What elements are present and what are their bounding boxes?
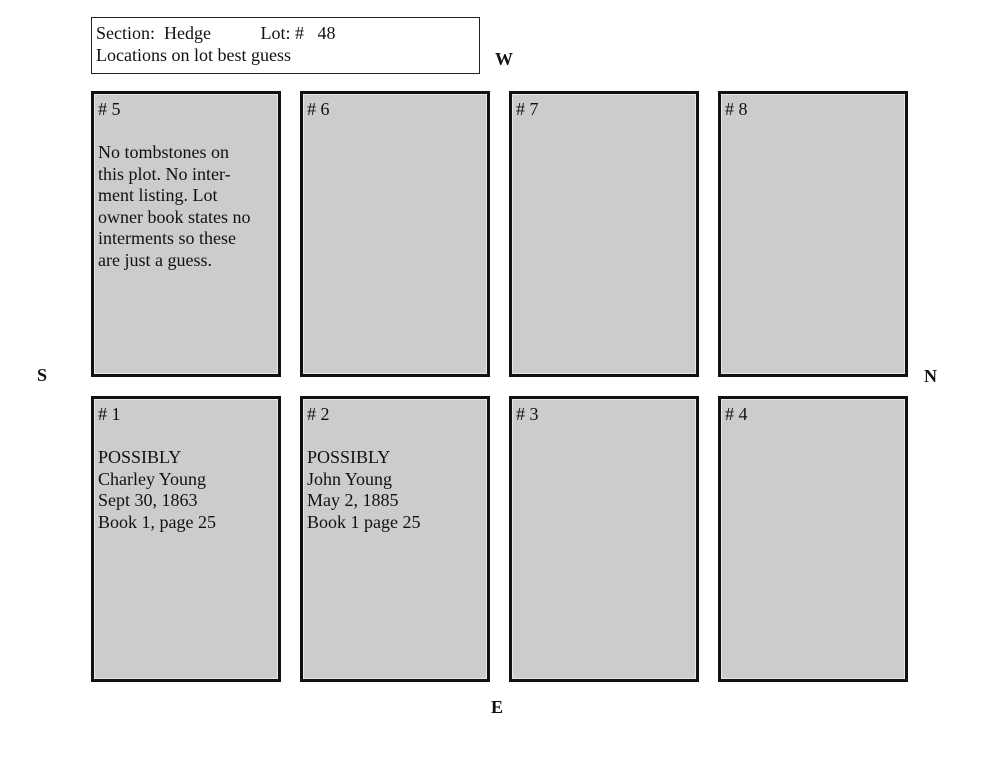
- plot-6: [300, 91, 490, 377]
- plot-status: POSSIBLY: [98, 447, 182, 467]
- compass-east: E: [491, 697, 504, 717]
- plot-note-line: this plot. No inter-: [98, 163, 231, 184]
- plot-reference: Book 1 page 25: [307, 511, 421, 532]
- plot-number: # 7: [516, 99, 539, 119]
- plot-status: POSSIBLY: [307, 447, 391, 467]
- plot-note-line: ment listing. Lot: [98, 185, 218, 205]
- plot-name: Charley Young: [98, 468, 207, 489]
- lot-label: Lot: #: [260, 23, 304, 43]
- plot-8: [718, 91, 908, 377]
- plot-date: Sept 30, 1863: [98, 490, 198, 510]
- plot-note-line: owner book states no: [98, 206, 251, 227]
- plot-7: [509, 91, 699, 377]
- plot-3: [509, 396, 699, 682]
- plot-5: [91, 91, 281, 377]
- plot-2: [300, 396, 490, 682]
- plot-note-line: are just a guess.: [98, 249, 212, 270]
- compass-west: W: [495, 49, 513, 69]
- header-subtitle: Locations on lot best guess: [96, 45, 291, 65]
- plot-note-line: interments so these: [98, 228, 236, 248]
- compass-north: N: [924, 366, 937, 386]
- header-info-box: [91, 17, 480, 74]
- plot-number: # 4: [725, 404, 748, 424]
- plot-number: # 6: [307, 99, 330, 119]
- header-section-lot: [96, 22, 475, 44]
- plot-date: May 2, 1885: [307, 490, 399, 510]
- plot-number: # 1: [98, 404, 121, 424]
- plot-name: John Young: [307, 468, 393, 489]
- lot-value: 48: [317, 23, 336, 43]
- plot-number: # 8: [725, 99, 748, 119]
- section-label: Section:: [96, 23, 155, 43]
- plot-note-line: No tombstones on: [98, 142, 230, 162]
- compass-south: S: [37, 365, 48, 385]
- plot-number: # 5: [98, 99, 121, 119]
- plot-number: # 3: [516, 404, 539, 424]
- plot-number: # 2: [307, 404, 330, 424]
- plot-4: [718, 396, 908, 682]
- plot-reference: Book 1, page 25: [98, 511, 216, 532]
- section-value: Hedge: [164, 23, 211, 43]
- plot-1: [91, 396, 281, 682]
